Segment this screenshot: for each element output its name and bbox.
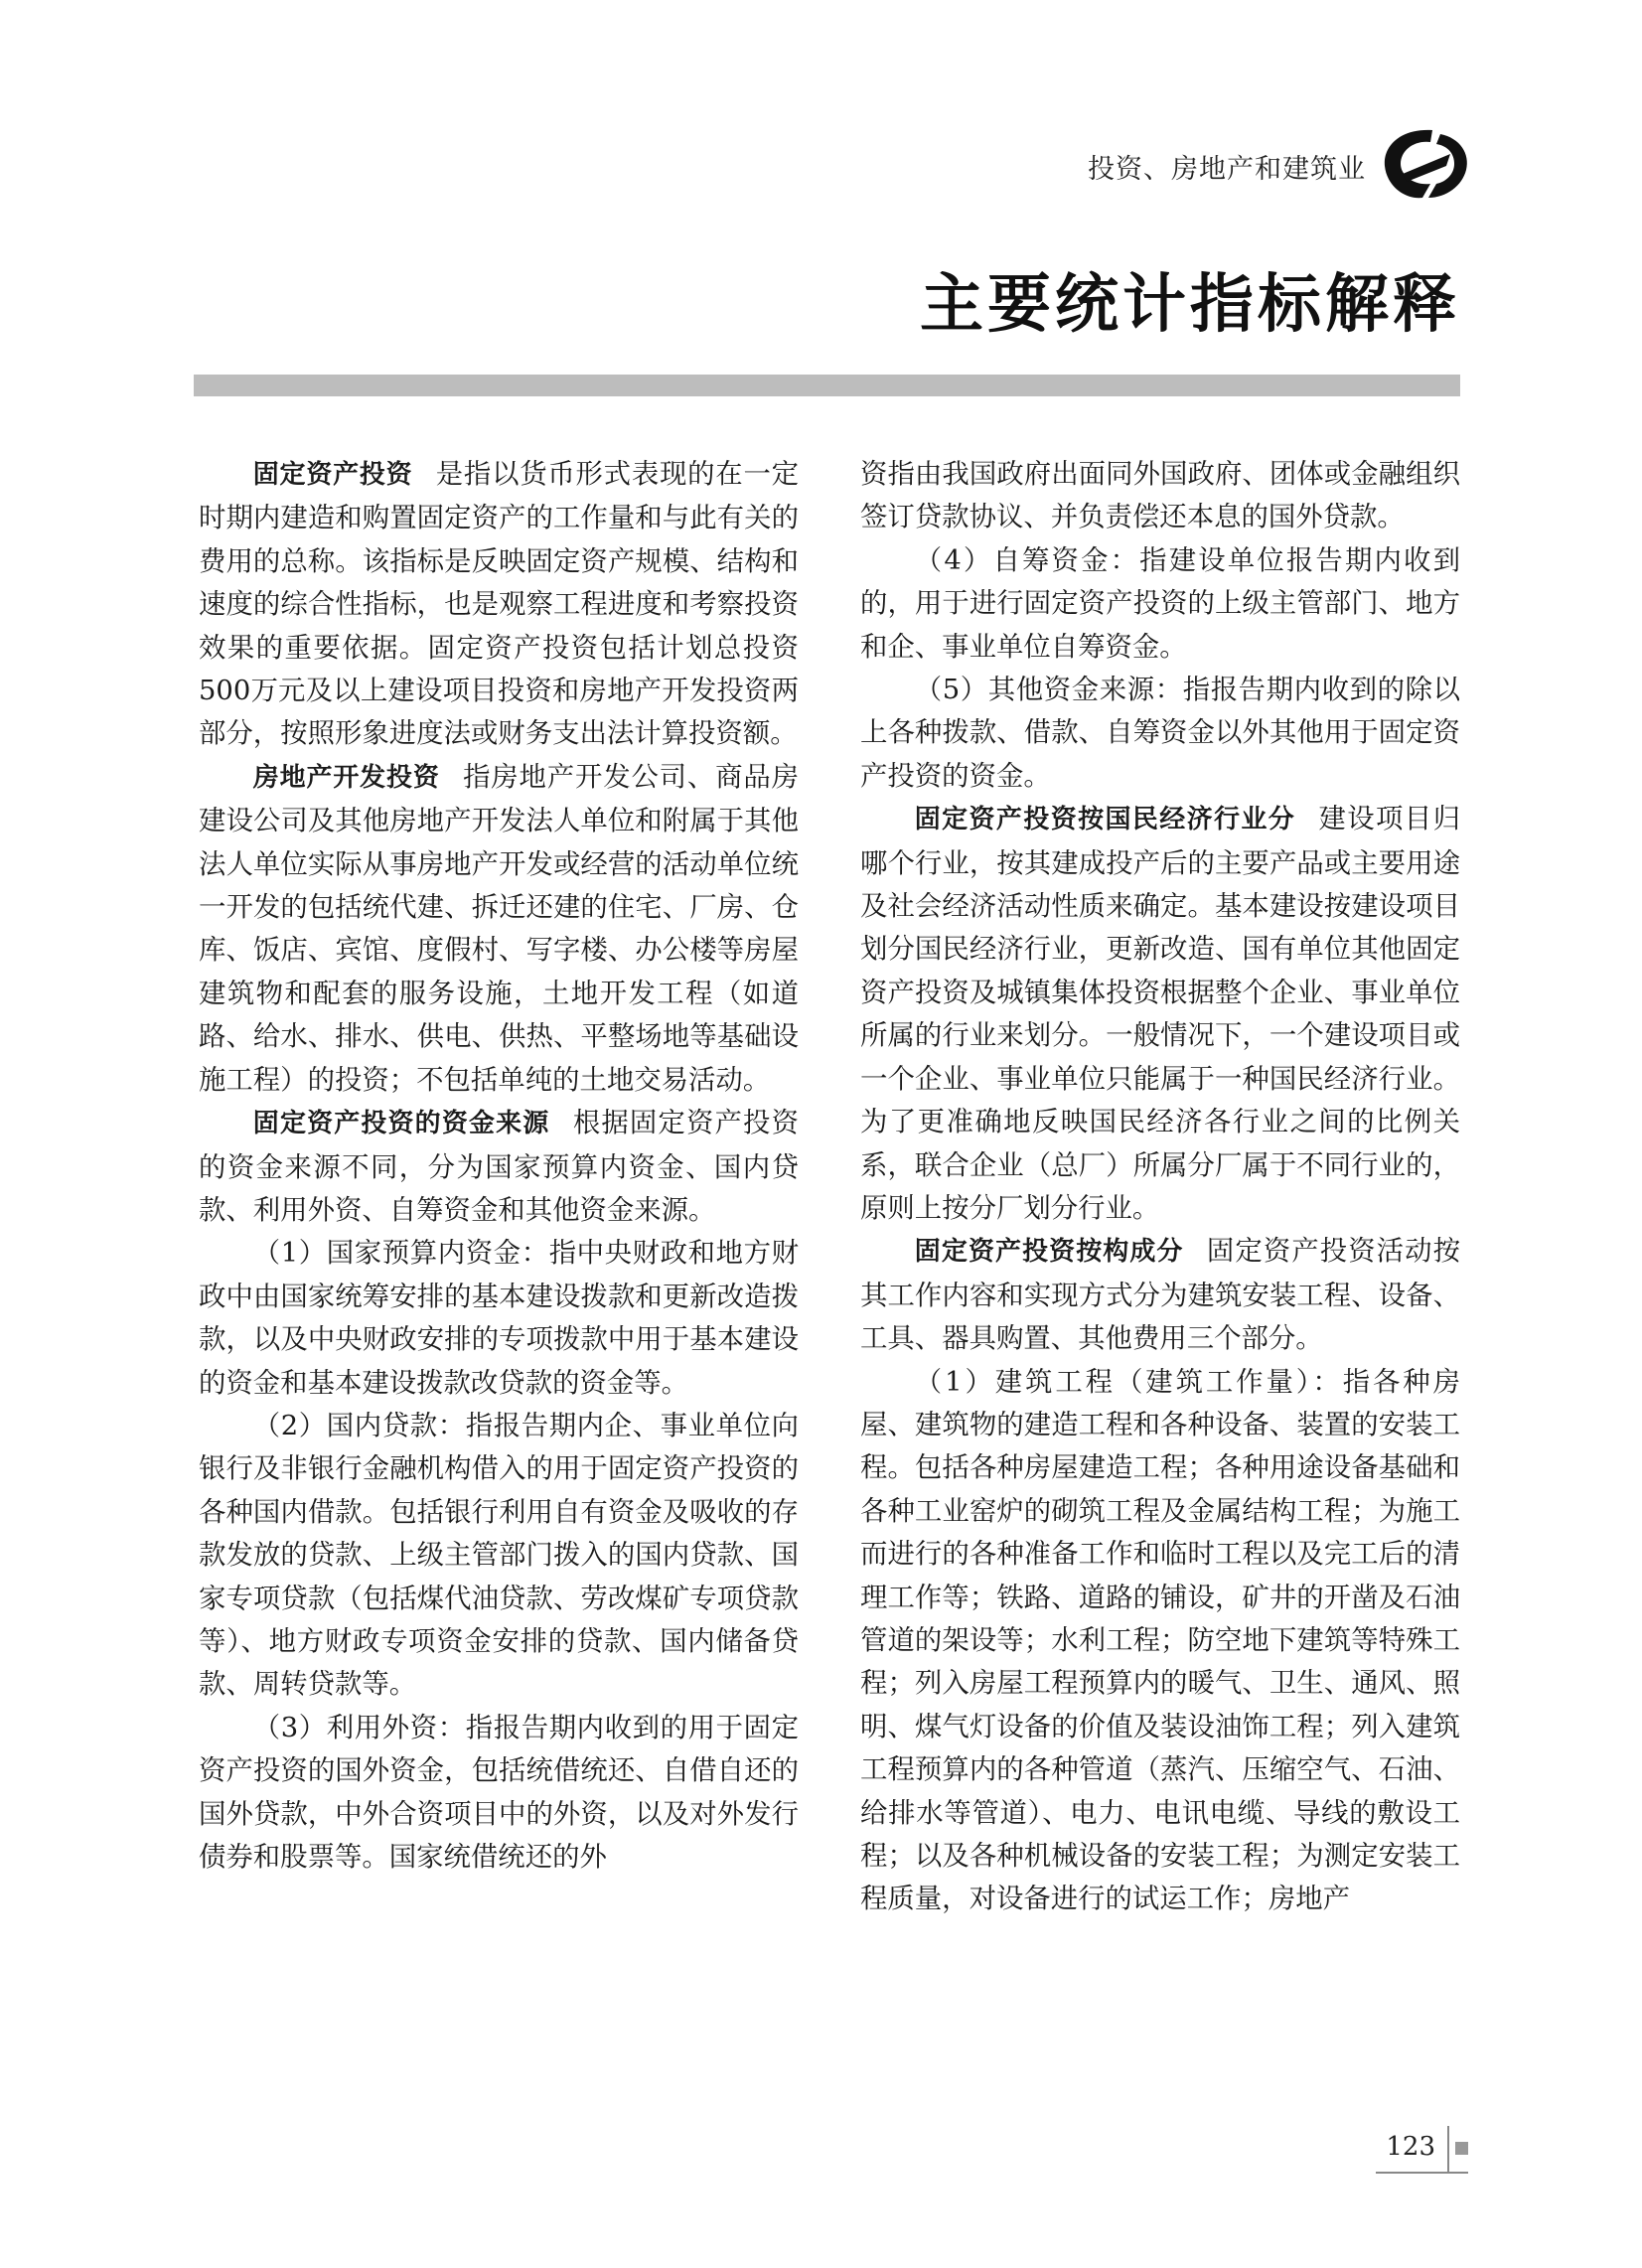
paragraph xyxy=(860,539,1460,669)
paragraph xyxy=(860,798,1460,1230)
paragraph xyxy=(860,669,1460,798)
paragraph xyxy=(199,1707,799,1880)
paragraph xyxy=(199,1232,799,1405)
paragraph xyxy=(199,1405,799,1707)
paragraph-text: （5）其他资金来源：指报告期内收到的除以上各种拨款、借款、自筹资金以外其他用于固定资产投资的资金。 xyxy=(860,675,1460,792)
section-header: 投资、房地产和建筑业 xyxy=(1088,154,1366,185)
paragraph-text: 建设项目归哪个行业，按其建成投产后的主要产品或主要用途及社会经济活动性质来确定。基本建设按建设项目划分国民经济行业，更新改造、国有单位其他固定资产投资及城镇集体投资根据整个企业、事业单位所属的行业来划分。一般情况下，一个建设项目或一个企业、事业单位只能属于一种国民经济行业。为了更准确地反映国民经济各行业之间的比例关系，联合企业（总厂）所属分厂属于不同行业的，原则上按分厂划分行业。 xyxy=(860,804,1460,1224)
page-title: 主要统计指标解释 xyxy=(920,268,1460,342)
paragraph-text: （4）自筹资金：指建设单位报告期内收到的，用于进行固定资产投资的上级主管部门、地方和企、事业单位自筹资金。 xyxy=(860,544,1460,663)
term-heading: 固定资产投资按国民经济行业分 xyxy=(914,805,1296,835)
paragraph xyxy=(199,453,799,756)
page-number: 123 xyxy=(1386,2132,1435,2162)
paragraph-text: 固定资产投资活动按其工作内容和实现方式分为建筑安装工程、设备、工具、器具购置、其他费用三个部分。 xyxy=(860,1236,1460,1355)
term-heading: 固定资产投资的资金来源 xyxy=(252,1109,550,1139)
paragraph xyxy=(860,453,1460,539)
term-heading: 固定资产投资 xyxy=(252,460,413,490)
right-column xyxy=(860,453,1460,1921)
page-number-divider xyxy=(1447,2126,1449,2174)
chapter-logo-icon xyxy=(1381,124,1470,204)
paragraph xyxy=(199,1102,799,1232)
title-divider-bar xyxy=(194,375,1460,396)
left-column xyxy=(199,453,799,1879)
paragraph-text: 根据固定资产投资的资金来源不同，分为国家预算内资金、国内贷款、利用外资、自筹资金和其他资金来源。 xyxy=(199,1108,799,1226)
paragraph-text: 资指由我国政府出面同外国政府、团体或金融组织签订贷款协议、并负责偿还本息的国外贷款。 xyxy=(860,459,1460,533)
paragraph-text: （3）利用外资：指报告期内收到的用于固定资产投资的国外资金，包括统借统还、自借自还的国外贷款，中外合资项目中的外资，以及对外发行债券和股票等。国家统借统还的外 xyxy=(199,1712,799,1873)
paragraph-text: 指房地产开发公司、商品房建设公司及其他房地产开发法人单位和附属于其他法人单位实际从事房地产开发或经营的活动单位统一开发的包括统代建、拆迁还建的住宅、厂房、仓库、饭店、宾馆、度假村、写字楼、办公楼等房屋建筑物和配套的服务设施，土地开发工程（如道路、给水、排水、供电、供热、平整场地等基础设施工程）的投资；不包括单纯的土地交易活动。 xyxy=(199,761,799,1096)
paragraph-text: （1）国家预算内资金：指中央财政和地方财政中由国家统筹安排的基本建设拨款和更新改造拨款，以及中央财政安排的专项拨款中用于基本建设的资金和基本建设拨款改贷款的资金等。 xyxy=(199,1238,799,1399)
paragraph xyxy=(199,756,799,1102)
term-heading: 固定资产投资按构成分 xyxy=(914,1237,1184,1268)
page-corner-square-icon xyxy=(1455,2142,1468,2155)
term-heading: 房地产开发投资 xyxy=(252,762,440,793)
page-number-rule xyxy=(1376,2172,1468,2174)
paragraph xyxy=(860,1361,1460,1921)
paragraph-text: （2）国内贷款：指报告期内企、事业单位向银行及非银行金融机构借入的用于固定资产投资的各种国内借款。包括银行利用自有资金及吸收的存款发放的贷款、上级主管部门拨入的国内贷款、国家专项贷款（包括煤代油贷款、劳改煤矿专项贷款等）、地方财政专项资金安排的贷款、国内储备贷款、周转贷款等。 xyxy=(199,1410,799,1701)
paragraph xyxy=(860,1230,1460,1360)
paragraph-text: （1）建筑工程（建筑工作量）：指各种房屋、建筑物的建造工程和各种设备、装置的安装工程。包括各种房屋建造工程；各种用途设备基础和各种工业窑炉的砌筑工程及金属结构工程；为施工而进行的各种准备工作和临时工程以及完工后的清理工作等；铁路、道路的铺设，矿井的开凿及石油管道的架设等；水利工程；防空地下建筑等特殊工程；列入房屋工程预算内的暖气、卫生、通风、照明、煤气灯设备的价值及装设油饰工程；列入建筑工程预算内的各种管道（蒸汽、压缩空气、石油、给排水等管道）、电力、电讯电缆、导线的敷设工程；以及各种机械设备的安装工程；为测定安装工程质量，对设备进行的试运工作；房地产 xyxy=(860,1366,1460,1915)
paragraph-text: 是指以货币形式表现的在一定时期内建造和购置固定资产的工作量和与此有关的费用的总称。该指标是反映固定资产规模、结构和速度的综合性指标，也是观察工程进度和考察投资效果的重要依据。固定资产投资包括计划总投资500万元及以上建设项目投资和房地产开发投资两部分，按照形象进度法或财务支出法计算投资额。 xyxy=(199,459,799,750)
